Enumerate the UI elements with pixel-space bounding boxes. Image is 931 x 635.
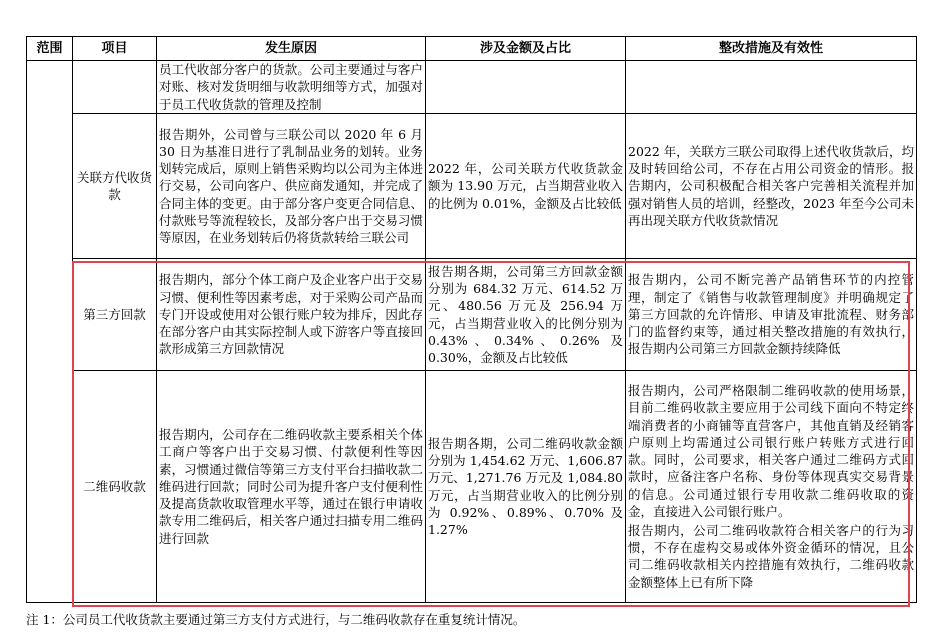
table-row: [27, 61, 917, 114]
amount-cell: [426, 61, 626, 114]
measures-cell: [626, 61, 917, 114]
measures-cell: [626, 371, 917, 603]
amount-cell: 报告期各期，公司第三方回款金额分别为 684.32 万元、614.52 万元、480.56 万元及 256.94 万元，占当期营业收入的比例分别为 0.43%、0.34%、0.26% 及 0.30%，金额及占比较低: [426, 259, 626, 371]
cause-cell: 员工代收部分客户的货款。公司主要通过与客户对账、核对发货明细与收款明细等方式，加强对于员工代收货款的管理及控制: [157, 61, 426, 114]
item-cell: 第三方回款: [73, 259, 157, 371]
table-header-row: [27, 37, 917, 61]
footnote: 注 1：公司员工代收货款主要通过第三方支付方式进行，与二维码收款存在重复统计情况。: [26, 612, 526, 627]
data-table: [26, 36, 917, 603]
amount-cell: 报告期各期，公司二维码收款金额分别为 1,454.62 万元、1,606.87 万元、1,271.76 万元及 1,084.80 万元，占当期营业收入的比例分别为 0.92%、0.89%、0.70% 及 1.27%: [426, 371, 626, 603]
item-cell: 关联方代收货款: [73, 114, 157, 259]
header-amount: 涉及金额及占比: [426, 37, 626, 61]
header-cause: 发生原因: [157, 37, 426, 61]
measures-paragraph: 报告期内，公司严格限制二维码收款的使用场景，目前二维码收款主要应用于公司线下面向不特定终端消费者的小商铺等直营客户，其他直销及经销客户原则上均需通过公司银行账户转账方式进行回款。同时，公司要求，相关客户通过二维码方式回款时，应备注客户名称、身份等体现真实交易背景的信息。公司通过银行专用收款二维码收取的资金，直接进入公司银行账户。: [628, 383, 914, 519]
cause-cell: 报告期内，公司存在二维码收款主要系相关个体工商户等客户出于交易习惯、付款便利性等因素，习惯通过微信等第三方支付平台扫描收款二维码进行回款；同时公司为提升客户支付便利性及提高货款收取管理水平等，通过在银行申请收款专用二维码后，相关客户通过扫描专用二维码进行回款: [157, 371, 426, 603]
measures-cell: 2022 年，关联方三联公司取得上述代收货款后，均及时转回给公司，不存在占用公司资金的情形。报告期内，公司积极配合相关客户完善相关流程并加强对销售人员的培训，经整改，2023 年至今公司未再出现关联方代收货款情况: [626, 114, 917, 259]
scope-cell: [27, 61, 73, 603]
amount-cell: 2022 年，公司关联方代收货款金额为 13.90 万元，占当期营业收入的比例为 0.01%，金额及占比较低: [426, 114, 626, 259]
measures-paragraph: 报告期内，公司二维码收款符合相关客户的行为习惯，不存在虚构交易或体外资金循环的情况，且公司二维码收款相关内控措施有效执行，二维码收款金额整体上已有所下降: [628, 522, 914, 590]
table-row: [27, 114, 917, 259]
item-cell: [73, 61, 157, 114]
header-scope: 范围: [27, 37, 73, 61]
header-item: 项目: [73, 37, 157, 61]
table-row: [27, 371, 917, 603]
cause-cell: 报告期内，部分个体工商户及企业客户出于交易习惯、便利性等因素考虑，对于采购公司产品而专门开设或使用对公银行账户较为排斥，因此存在部分客户由其实际控制人或下游客户等直接回款形成第三方回款情况: [157, 259, 426, 371]
cause-cell: 报告期外，公司曾与三联公司以 2020 年 6 月 30 日为基准日进行了乳制品业务的划转。业务划转完成后，原则上销售采购均以公司为主体进行交易，公司向客户、供应商发通知，并完成了合同主体的变更。由于部分客户变更合同信息、付款账号等流程较长，及部分客户出于交易习惯等原因，在业务划转后仍将货款转给三联公司: [157, 114, 426, 259]
header-measures: 整改措施及有效性: [626, 37, 917, 61]
item-cell: 二维码收款: [73, 371, 157, 603]
table-row: [27, 259, 917, 371]
measures-cell: 报告期内，公司不断完善产品销售环节的内控管理，制定了《销售与收款管理制度》并明确规定了第三方回款的允许情形、申请及审批流程、财务部门的监督约束等，通过相关整改措施的有效执行，报告期内公司第三方回款金额持续降低: [626, 259, 917, 371]
